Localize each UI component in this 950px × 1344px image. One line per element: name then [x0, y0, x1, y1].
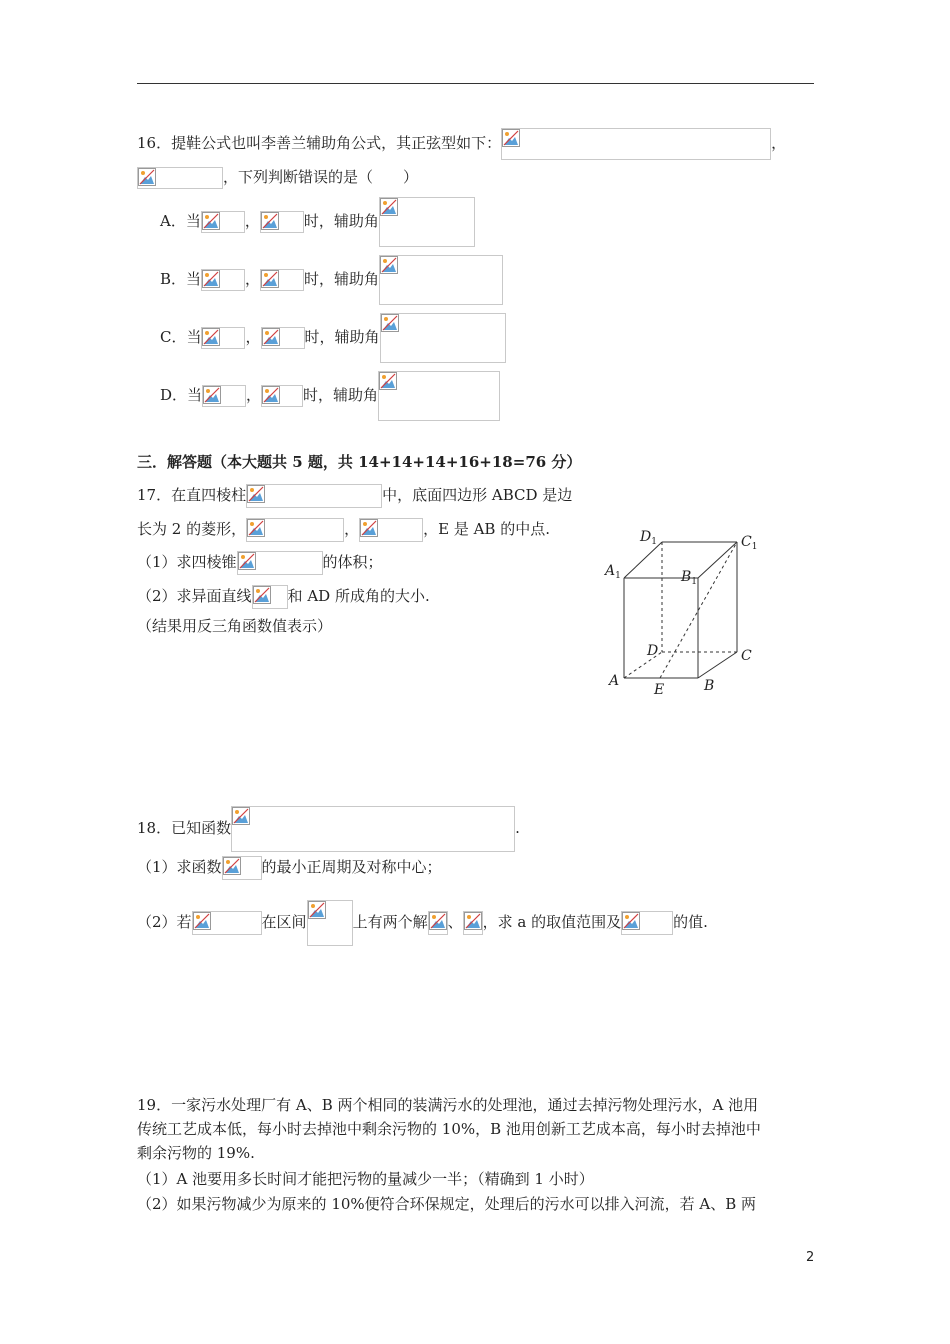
q17-line2: 长为 2 的菱形， ， ，E 是 AB 的中点. [137, 518, 550, 542]
formula-image-placeholder [379, 255, 503, 305]
prism-figure [598, 522, 768, 702]
formula-image-placeholder [261, 385, 303, 407]
broken-image-icon [247, 519, 265, 537]
broken-image-icon [238, 552, 256, 570]
q16-line2: ，下列判断错误的是（ ） [137, 167, 418, 189]
broken-image-icon [202, 328, 220, 346]
formula-image-placeholder [261, 327, 305, 349]
label-a1: $A_1$ [605, 563, 621, 581]
label-e: E [654, 682, 665, 698]
q17-part2: （2）求异面直线 和 AD 所成角的大小. [137, 585, 430, 609]
broken-image-icon [232, 807, 250, 825]
broken-image-icon [261, 270, 279, 288]
broken-image-icon [464, 912, 482, 930]
broken-image-icon [261, 212, 279, 230]
formula-image-placeholder [137, 167, 223, 189]
q18-part2: （2）若 在区间 上有两个解 、 ，求 a 的取值范围及 的值. [137, 900, 708, 946]
broken-image-icon [253, 586, 271, 604]
edge-a1d1 [624, 542, 662, 578]
q19-line1: 19．一家污水处理厂有 A、B 两个相同的装满污水的处理池，通过去掉污物处理污水，A 池用 [137, 1096, 759, 1114]
label-a: A [609, 673, 620, 689]
formula-image-placeholder [201, 269, 245, 291]
broken-image-icon [202, 212, 220, 230]
formula-image-placeholder [246, 518, 344, 542]
broken-image-icon [193, 912, 211, 930]
broken-image-icon [247, 485, 265, 503]
label-d1: $D_1$ [640, 529, 657, 547]
broken-image-icon [429, 912, 447, 930]
formula-image-placeholder [202, 385, 246, 407]
q19-part2: （2）如果污物减少为原来的 10%便符合环保规定，处理后的污水可以排入河流，若 A、B 两 [137, 1195, 757, 1213]
q16-option-d: D．当 ， 时，辅助角 [160, 371, 500, 421]
formula-image-placeholder [192, 911, 262, 935]
label-c: C [741, 648, 752, 664]
label-c1: $C_1$ [741, 534, 758, 552]
edge-bc [698, 652, 737, 678]
broken-image-icon [380, 198, 398, 216]
formula-image-placeholder [222, 856, 262, 880]
q17-line1: 17．在直四棱柱 中，底面四边形 ABCD 是边 [137, 484, 572, 508]
formula-image-placeholder [621, 911, 673, 935]
page-number: 2 [806, 1250, 815, 1265]
broken-image-icon [379, 372, 397, 390]
broken-image-icon [138, 168, 156, 186]
label-d: D [647, 643, 659, 659]
broken-image-icon [203, 386, 221, 404]
formula-image-placeholder [246, 484, 382, 508]
formula-image-placeholder [237, 551, 323, 575]
formula-image-placeholder [307, 900, 353, 946]
q18-part1: （1）求函数 的最小正周期及对称中心； [137, 856, 442, 880]
formula-image-placeholder [378, 371, 500, 421]
formula-image-placeholder [428, 911, 448, 935]
q16-option-a: A．当 ， 时，辅助角 [160, 197, 475, 247]
formula-image-placeholder [260, 211, 304, 233]
q16-option-c: C．当 ， 时，辅助角 [160, 313, 506, 363]
broken-image-icon [381, 314, 399, 332]
q17-part1: （1）求四棱锥 的体积； [137, 551, 383, 575]
header-rule [137, 83, 814, 84]
broken-image-icon [202, 270, 220, 288]
broken-image-icon [360, 519, 378, 537]
formula-image-placeholder [463, 911, 483, 935]
q19-part1: （1）A 池要用多长时间才能把污物的量减少一半；（精确到 1 小时） [137, 1170, 594, 1188]
label-b: B [704, 678, 715, 694]
q16-option-b: B．当 ， 时，辅助角 [160, 255, 503, 305]
broken-image-icon [380, 256, 398, 274]
broken-image-icon [622, 912, 640, 930]
formula-image-placeholder [201, 211, 245, 233]
q17-note: （结果用反三角函数值表示） [137, 617, 333, 635]
formula-image-placeholder [231, 806, 515, 852]
formula-image-placeholder [260, 269, 304, 291]
q19-line2: 传统工艺成本低，每小时去掉池中剩余污物的 10%，B 池用创新工艺成本高，每小时去掉池中 [137, 1120, 761, 1138]
edge-b1c1 [698, 542, 737, 578]
broken-image-icon [308, 901, 326, 919]
formula-image-placeholder [501, 128, 771, 160]
formula-image-placeholder [252, 585, 288, 609]
broken-image-icon [502, 129, 520, 147]
q16-line1: 16．提鞋公式也叫李善兰辅助角公式，其正弦型如下： ， [137, 128, 786, 160]
label-b1: $B_1$ [681, 569, 698, 587]
broken-image-icon [262, 386, 280, 404]
q18-line1: 18．已知函数 . [137, 806, 520, 852]
section-heading: 三．解答题（本大题共 5 题，共 14+14+14+16+18=76 分） [137, 453, 582, 471]
broken-image-icon [262, 328, 280, 346]
formula-image-placeholder [201, 327, 245, 349]
formula-image-placeholder [380, 313, 506, 363]
formula-image-placeholder [359, 518, 423, 542]
formula-image-placeholder [379, 197, 475, 247]
broken-image-icon [223, 857, 241, 875]
q19-line3: 剩余污物的 19%. [137, 1144, 255, 1162]
